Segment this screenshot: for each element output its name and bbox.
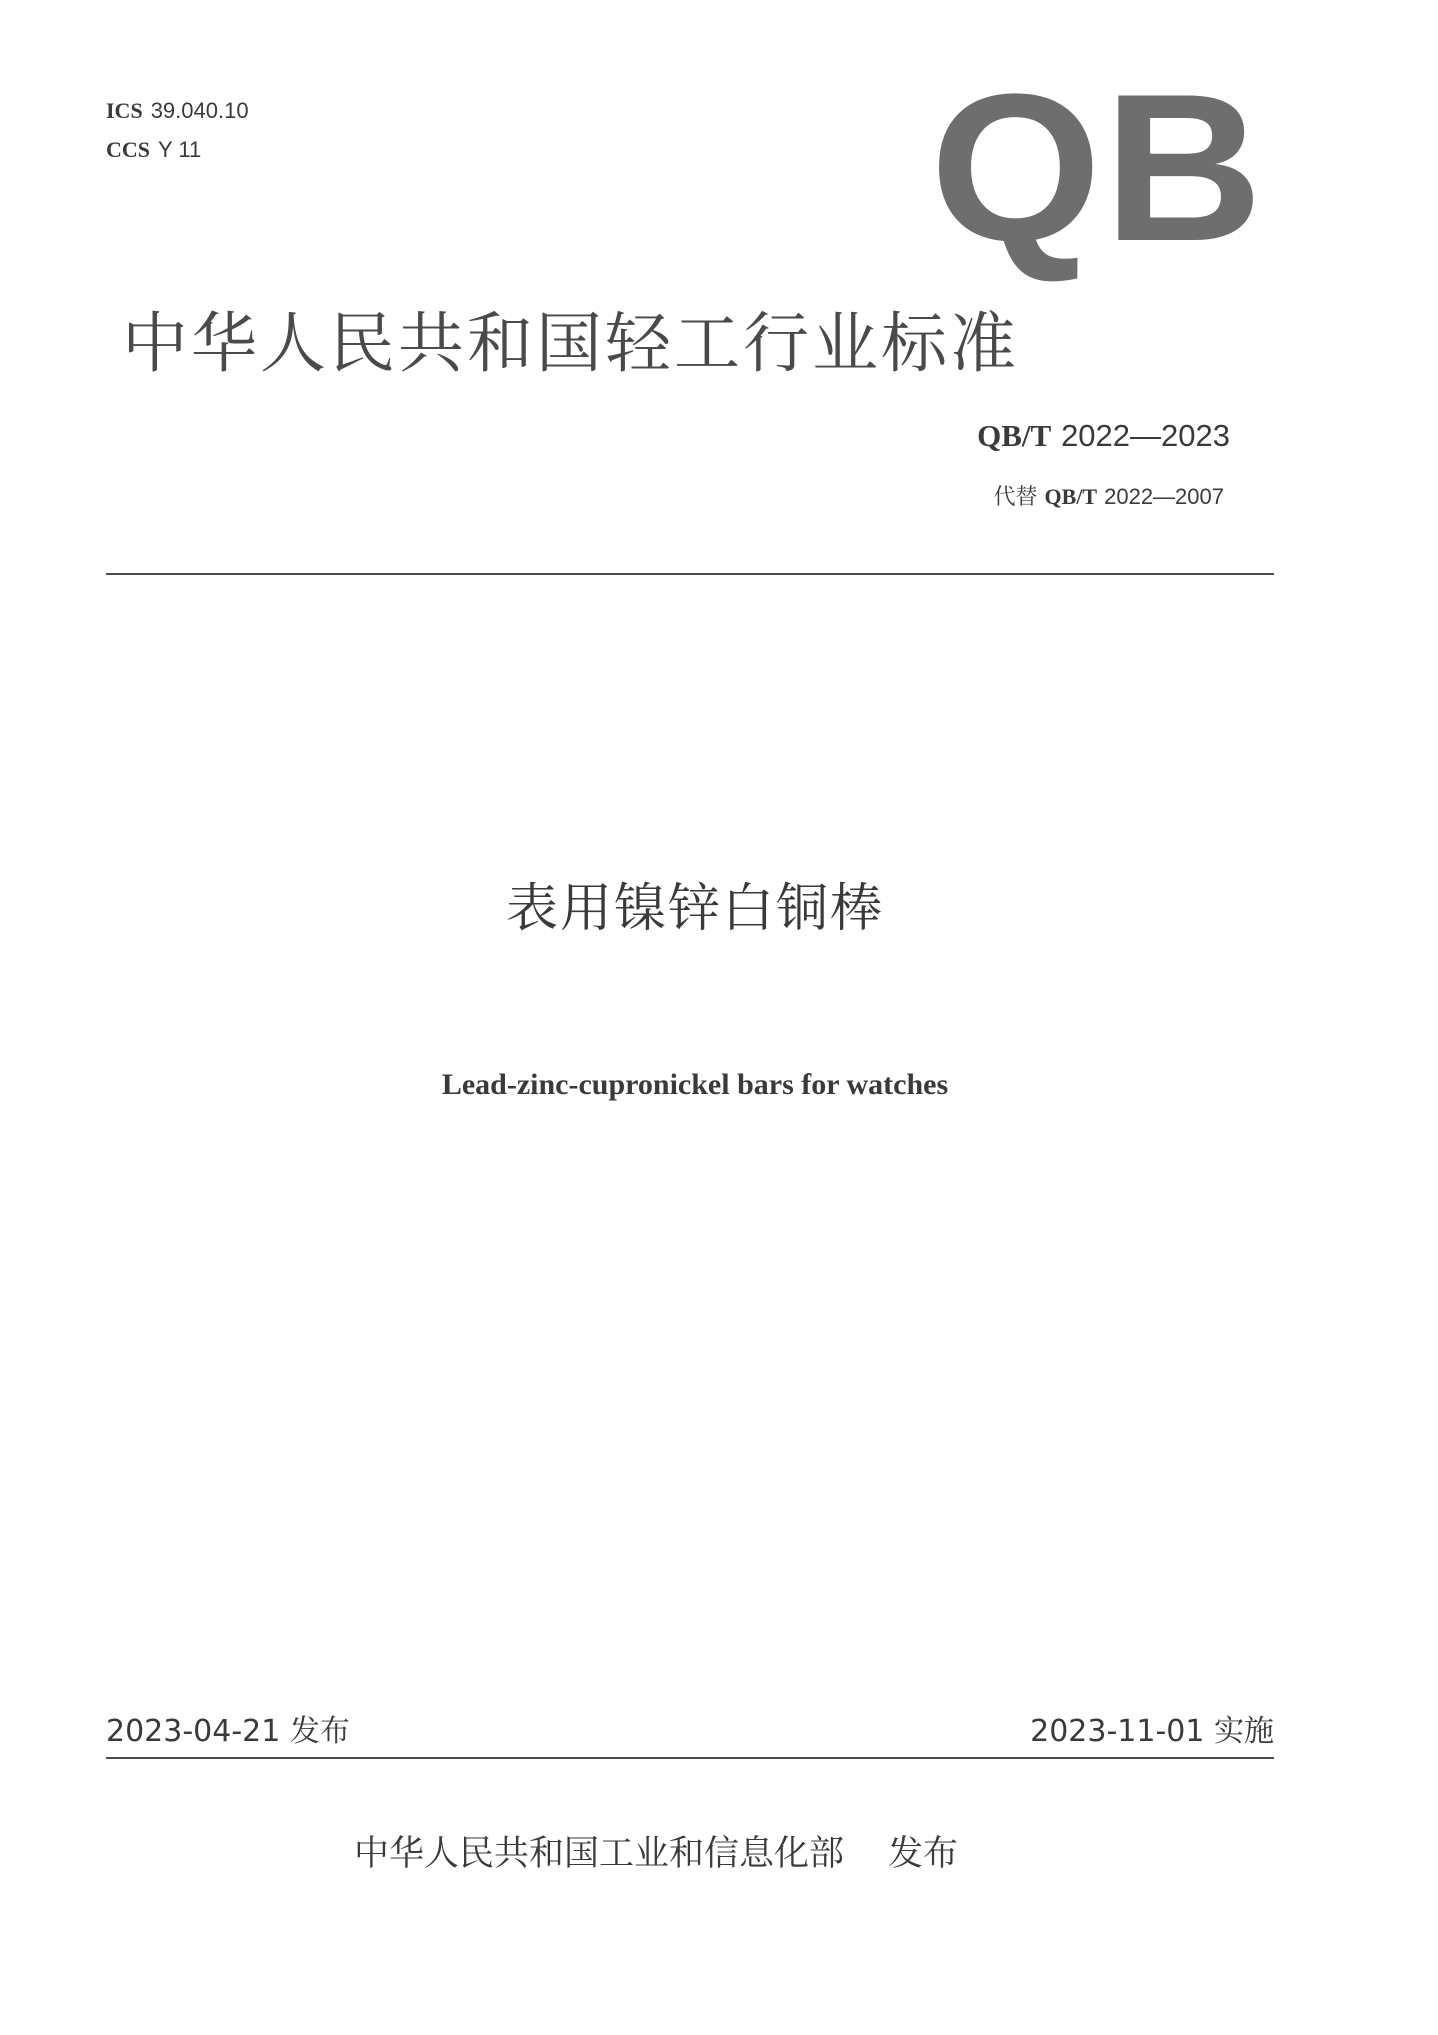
ics-value: 39.040.10	[150, 98, 249, 123]
publisher-action: 发布	[888, 1834, 959, 1874]
effective-date: 2023-11-01 实施	[1030, 1714, 1274, 1749]
ccs-code	[106, 131, 249, 170]
publisher	[354, 1826, 958, 1876]
document-title-chinese: 表用镍锌白铜棒	[505, 879, 884, 939]
standard-number	[977, 418, 1230, 454]
ccs-value: Y 11	[158, 137, 202, 162]
footer-divider	[106, 1757, 1274, 1759]
ics-code	[106, 92, 249, 131]
document-title-english: Lead-zinc-cupronickel bars for watches	[441, 1068, 949, 1101]
replaces-standard	[994, 480, 1224, 511]
qb-logo: QB	[930, 50, 1265, 285]
publisher-name: 中华人民共和国工业和信息化部	[354, 1834, 845, 1874]
standard-category-title: 中华人民共和国轻工行业标准	[122, 305, 1019, 382]
issue-date: 2023-04-21 发布	[106, 1714, 350, 1749]
classification-codes	[106, 92, 249, 170]
ics-label: ICS	[106, 98, 143, 123]
standard-number-prefix: QB/T	[977, 418, 1052, 453]
replaces-prefix: QB/T	[1044, 484, 1098, 509]
replaces-value: 2022—2007	[1104, 484, 1224, 509]
header-divider	[106, 573, 1274, 575]
replaces-label: 代替	[993, 485, 1038, 510]
standard-number-value: 2022—2023	[1061, 418, 1230, 453]
ccs-label: CCS	[106, 137, 151, 162]
